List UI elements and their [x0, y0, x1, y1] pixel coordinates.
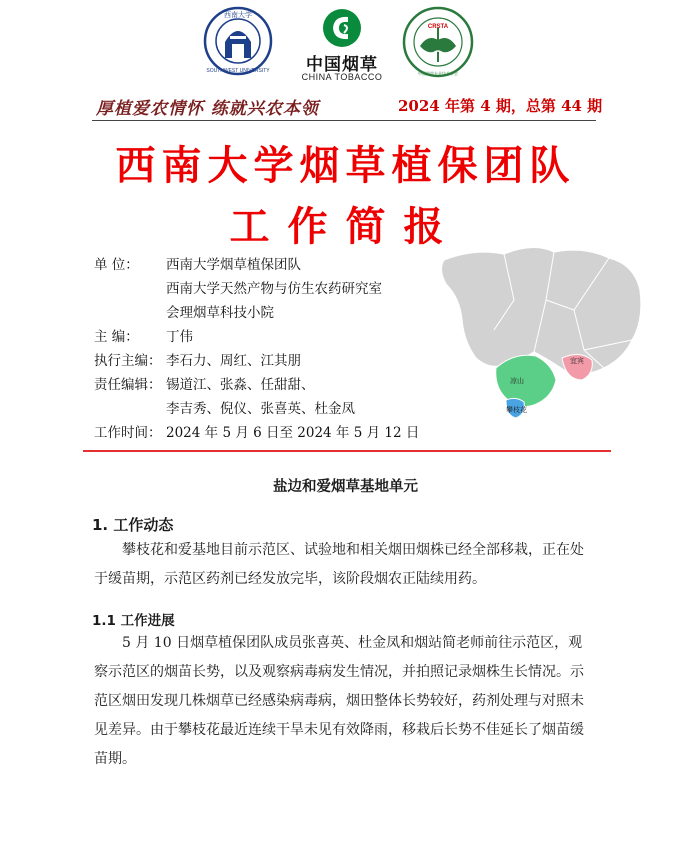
crsta-chinese-name: 中国烟草专业技术学会 [418, 71, 458, 76]
red-divider [83, 450, 611, 452]
sichuan-map [434, 240, 644, 440]
map-label-yibin: 宜宾 [570, 357, 584, 365]
slogan: 厚植爱农情怀 练就兴农本领 [96, 99, 319, 119]
crsta-abbr: CRSTA [427, 24, 449, 30]
sub-title: 工作简报 [229, 203, 462, 250]
swu-english-name: SOUTHWEST UNIVERSITY [206, 68, 270, 74]
china-tobacco-logo [296, 6, 388, 84]
map-label-panzhihua: 攀枝花 [506, 406, 527, 414]
section-title: 盐边和爱烟草基地单元 [273, 479, 418, 495]
info-unit [94, 253, 301, 277]
info-work-time [94, 421, 419, 445]
china-tobacco-english: CHINA TOBACCO [301, 72, 383, 82]
resp-value-1: 锡道江、张淼、任甜甜、 [166, 377, 315, 393]
time-value: 2024 年 5 月 6 日至 2024 年 5 月 12 日 [166, 425, 420, 441]
heading-work-dynamics: 1. 工作动态 [92, 516, 174, 534]
editor-value: 丁伟 [166, 329, 193, 345]
main-title: 西南大学烟草植保团队 [115, 142, 576, 189]
paragraph-1-line-2: 于缓苗期，示范区药剂已经发放完毕，该阶段烟农正陆续用药。 [94, 571, 486, 587]
paragraph-2-line-3: 范区烟田发现几株烟草已经感染病毒病，烟田整体长势较好，药剂处理与对照未 [94, 693, 584, 709]
unit-1: 西南大学烟草植保团队 [166, 257, 301, 273]
swu-chinese-name: 西南大学 [224, 11, 252, 19]
unit-label: 单 位： [94, 257, 139, 273]
paragraph-2-line-1: 5 月 10 日烟草植保团队成员张喜英、杜金凤和烟站简老师前往示范区，观 [122, 635, 583, 651]
southwest-university-logo [203, 6, 273, 76]
paragraph-2-line-4: 见差异。由于攀枝花最近连续干旱未见有效降雨，移栽后长势不佳延长了烟苗缓 [94, 722, 584, 738]
paragraph-2-line-2: 察示范区的烟苗长势，以及观察病毒病发生情况，并拍照记录烟株生长情况。示 [94, 664, 584, 680]
crsta-logo [402, 6, 474, 78]
unit-2: 西南大学天然产物与仿生农药研究室 [166, 281, 382, 297]
resp-label: 责任编辑： [94, 377, 162, 393]
editor-label: 主 编： [94, 329, 139, 345]
unit-3: 会理烟草科技小院 [166, 305, 274, 321]
time-label: 工作时间： [94, 425, 162, 441]
exec-label: 执行主编： [94, 353, 162, 369]
exec-value: 李石力、周红、江其朋 [166, 353, 301, 369]
header-divider [92, 120, 596, 121]
info-resp-editor [94, 373, 315, 397]
resp-value-2: 李吉秀、倪仪、张喜英、杜金凤 [166, 401, 355, 417]
paragraph-1-line-1: 攀枝花和爱基地目前示范区、试验地和相关烟田烟株已经全部移栽，正在处 [122, 542, 584, 558]
heading-work-progress: 1.1 工作进展 [92, 613, 175, 629]
info-exec-editor [94, 349, 301, 373]
info-editor [94, 325, 193, 349]
issue-number: 2024 年第 4 期，总第 44 期 [398, 97, 603, 115]
map-label-liangshan: 凉山 [510, 377, 524, 385]
china-tobacco-chinese: 中国烟草 [306, 55, 378, 75]
paragraph-2-line-5: 苗期。 [94, 751, 136, 767]
